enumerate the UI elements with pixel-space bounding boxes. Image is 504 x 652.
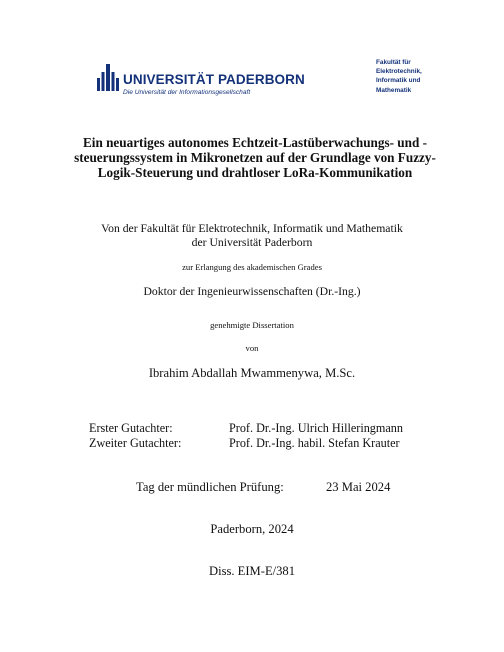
title-line: steuerungssystem in Mikronetzen auf der Grundlage von Fuzzy- bbox=[74, 150, 436, 165]
title-line: Logik-Steuerung und drahtloser LoRa-Kommunikation bbox=[97, 165, 413, 180]
faculty-label bbox=[376, 58, 476, 95]
referee-2-label: Zweiter Gutachter: bbox=[89, 436, 182, 450]
faculty-statement-line: der Universität Paderborn bbox=[191, 236, 313, 249]
diss-number: Diss. EIM-E/381 bbox=[208, 564, 296, 578]
by-text: von bbox=[245, 343, 259, 353]
place-year: Paderborn, 2024 bbox=[210, 522, 294, 536]
faculty-line: Fakultät für bbox=[376, 59, 411, 66]
faculty-statement bbox=[0, 222, 504, 250]
purpose-text: zur Erlangung des akademischen Grades bbox=[182, 262, 322, 272]
university-logo bbox=[96, 54, 305, 100]
exam-label: Tag der mündlichen Prüfung: bbox=[136, 480, 284, 494]
referee-2-name: Prof. Dr.-Ing. habil. Stefan Krauter bbox=[229, 436, 400, 450]
logo-emblem-icon bbox=[96, 54, 122, 100]
title-line: Ein neuartiges autonomes Echtzeit-Lastüberwachungs- und - bbox=[83, 135, 427, 150]
faculty-line: Informatik und bbox=[376, 77, 421, 85]
faculty-line: Mathematik bbox=[376, 86, 412, 94]
logo-subtitle: Die Universität der Informationsgesellschaft bbox=[123, 89, 251, 96]
logo-wordmark: UNIVERSITÄT PADERBORN bbox=[123, 72, 305, 87]
referee-1-label: Erster Gutachter: bbox=[89, 421, 173, 435]
approved-text: genehmigte Dissertation bbox=[210, 320, 294, 330]
dissertation-title bbox=[60, 135, 450, 180]
referee-1-name: Prof. Dr.-Ing. Ulrich Hilleringmann bbox=[229, 421, 403, 435]
author-name: Ibrahim Abdallah Mwammenywa, M.Sc. bbox=[148, 366, 356, 380]
faculty-line: Elektrotechnik, bbox=[376, 68, 422, 76]
degree-text: Doktor der Ingenieurwissenschaften (Dr.-Ing.) bbox=[143, 285, 361, 298]
faculty-statement-line: Von der Fakultät für Elektrotechnik, Informatik und Mathematik bbox=[101, 222, 403, 235]
exam-date: 23 Mai 2024 bbox=[326, 480, 391, 494]
